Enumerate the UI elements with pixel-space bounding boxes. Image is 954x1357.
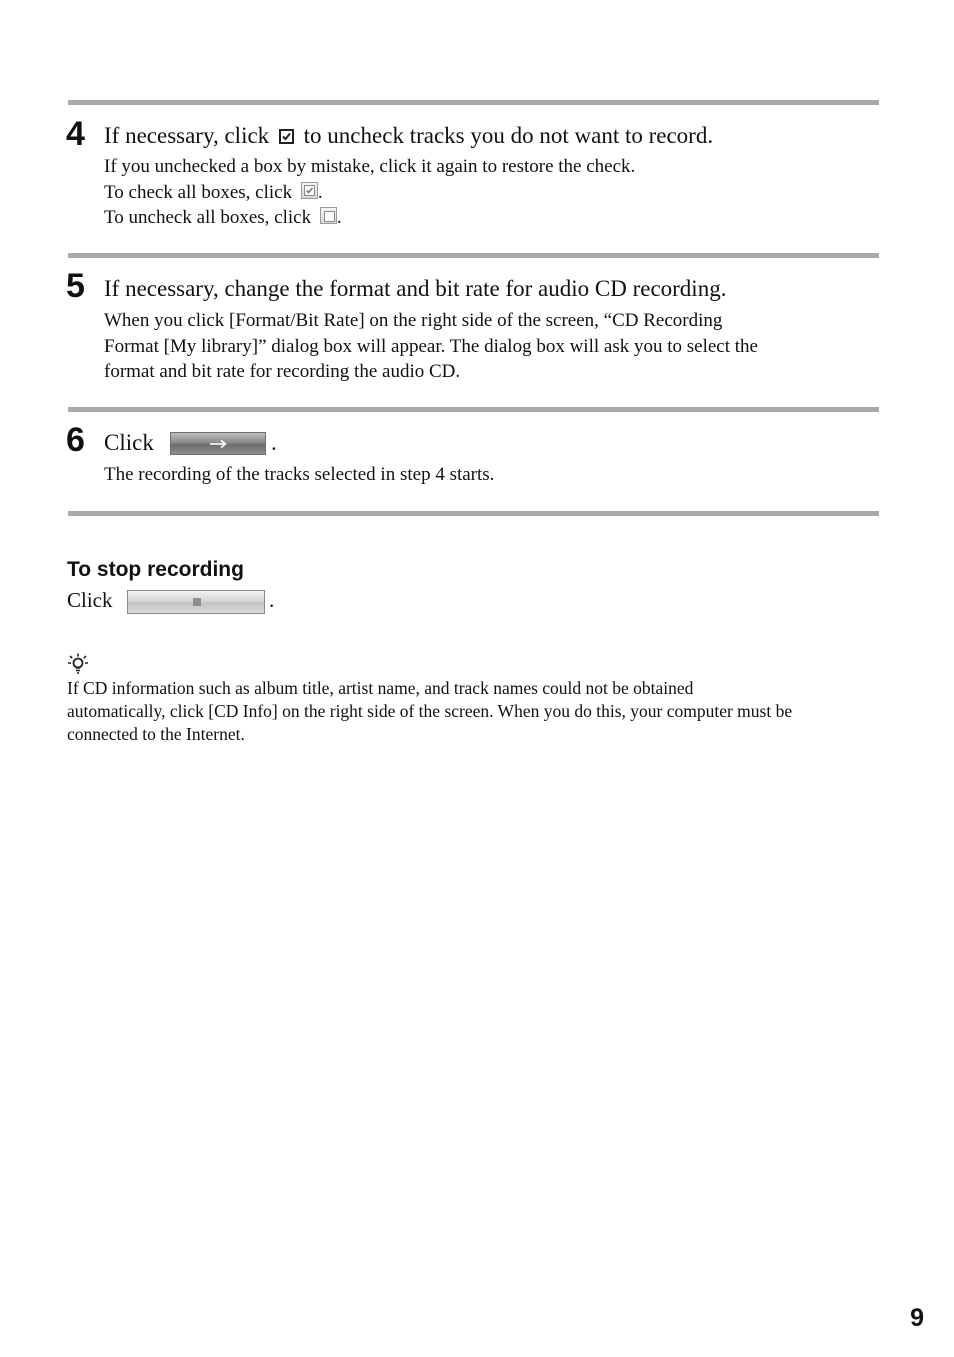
uncheck-all-text: To uncheck all boxes, click — [104, 207, 312, 228]
step-4-heading-start: If necessary, click — [104, 123, 270, 148]
step-number-4: 4 — [66, 115, 85, 153]
step-6-period: . — [271, 430, 277, 455]
stop-recording-text: Click — [67, 588, 113, 612]
step-5-body — [104, 308, 758, 385]
step-4-line-1: If you unchecked a box by mistake, click it again to restore the check. — [104, 156, 636, 177]
divider-step-6 — [68, 407, 879, 412]
page-number: 9 — [910, 1304, 924, 1332]
divider-end — [68, 511, 879, 516]
step-4-line-2 — [104, 180, 635, 206]
stop-recording-heading: To stop recording — [67, 558, 244, 581]
record-start-button[interactable] — [170, 432, 266, 455]
step-number-5: 5 — [66, 267, 85, 305]
step-6-body — [104, 462, 494, 488]
check-all-period: . — [317, 181, 323, 203]
divider-step-5 — [68, 253, 879, 258]
stop-recording-period: . — [269, 588, 275, 612]
step-number-6: 6 — [66, 421, 85, 459]
step-5-line-1: When you click [Format/Bit Rate] on the right side of the screen, “CD Recording — [104, 310, 723, 331]
stop-icon — [193, 598, 201, 606]
step-4-heading-end: to uncheck tracks you do not want to record. — [303, 123, 714, 148]
step-5-line-3: format and bit rate for recording the audio CD. — [104, 361, 461, 382]
hint-line-3: connected to the Internet. — [67, 723, 245, 744]
hint-line-1: If CD information such as album title, artist name, and track names could not be obtained — [67, 678, 694, 698]
step-5-line-2: Format [My library]” dialog box will appear. The dialog box will ask you to select the — [104, 335, 758, 357]
check-all-text: To check all boxes, click — [104, 181, 293, 203]
hint-line-2: automatically, click [CD Info] on the right side of the screen. When you do this, your computer must be — [67, 700, 793, 721]
arrow-right-icon — [209, 438, 229, 450]
divider-step-4 — [68, 100, 879, 105]
hint-text — [67, 677, 792, 745]
step-4-body — [104, 154, 635, 231]
step-4-heading — [104, 122, 713, 150]
checkbox-checked-icon — [279, 129, 294, 144]
step-5-heading: If necessary, change the format and bit rate for audio CD recording. — [104, 276, 727, 301]
step-6-heading: Click — [104, 430, 154, 455]
step-6-line-1: The recording of the tracks selected in step 4 starts. — [104, 464, 495, 485]
uncheck-all-icon[interactable] — [320, 207, 337, 224]
step-4-line-3 — [104, 205, 635, 231]
check-all-icon[interactable] — [301, 182, 318, 199]
uncheck-all-period: . — [336, 207, 342, 228]
stop-button[interactable] — [127, 590, 265, 614]
